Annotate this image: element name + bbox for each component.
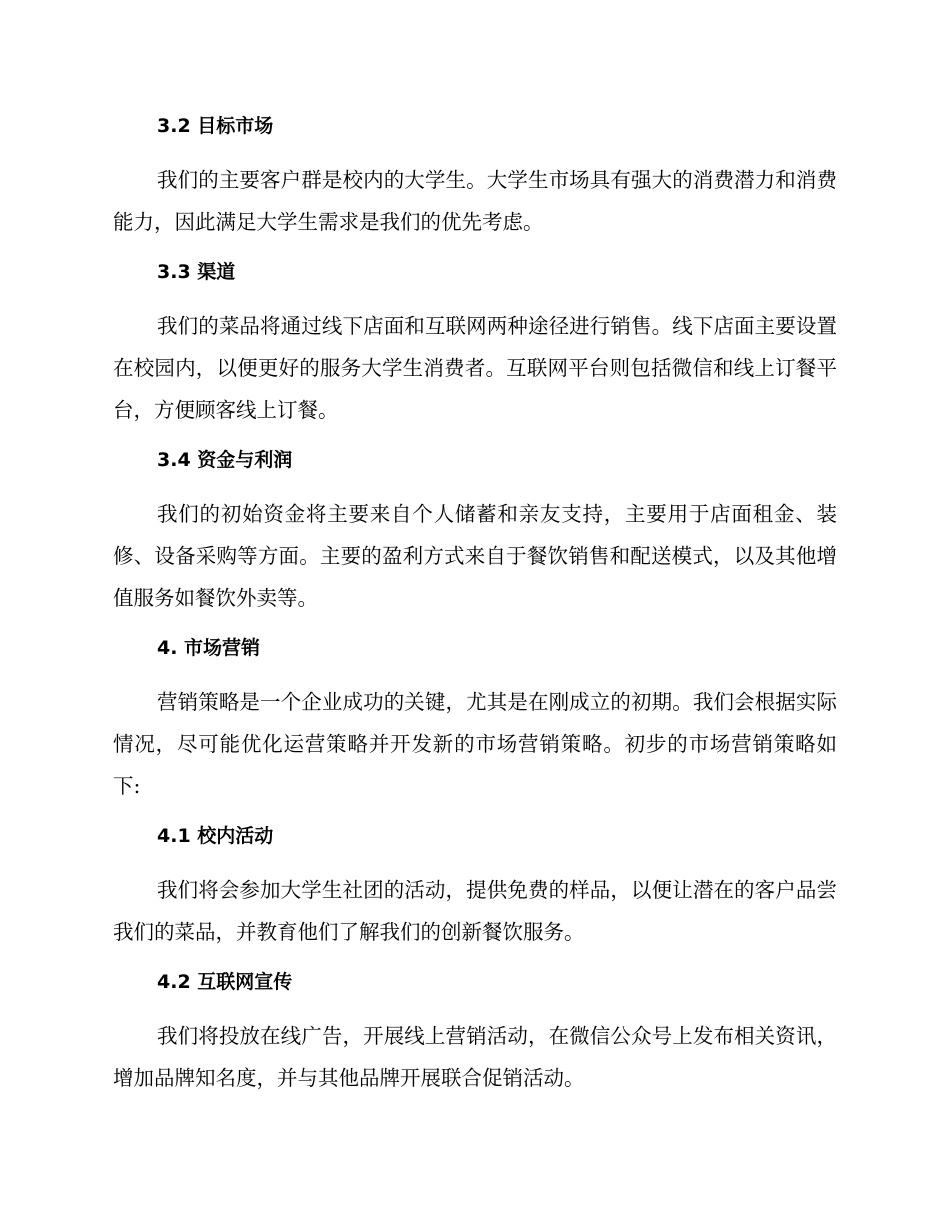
- section-paragraph-target-market: 我们的主要客户群是校内的大学生。大学生市场具有强大的消费潜力和消费能力，因此满足大学生需求是我们的优先考虑。: [113, 168, 837, 234]
- section-paragraph-marketing: 营销策略是一个企业成功的关键，尤其是在刚成立的初期。我们会根据实际情况，尽可能优化运营策略并开发新的市场营销策略。初步的市场营销策略如下:: [113, 690, 837, 798]
- section-paragraph-channels: 我们的菜品将通过线下店面和互联网两种途径进行销售。线下店面主要设置在校园内，以便更好的服务大学生消费者。互联网平台则包括微信和线上订餐平台，方便顾客线上订餐。: [113, 314, 837, 422]
- section-heading-internet-promotion: 4.2 互联网宣传: [157, 971, 293, 993]
- section-heading-funding-profit: 3.4 资金与利润: [157, 449, 293, 471]
- section-paragraph-campus-activities: 我们将会参加大学生社团的活动，提供免费的样品，以便让潜在的客户品尝我们的菜品，并教育他们了解我们的创新餐饮服务。: [113, 878, 837, 944]
- section-heading-target-market: 3.2 目标市场: [157, 115, 274, 137]
- section-heading-marketing: 4. 市场营销: [157, 637, 261, 659]
- section-paragraph-funding-profit: 我们的初始资金将主要来自个人储蓄和亲友支持，主要用于店面租金、装修、设备采购等方面。主要的盈利方式来自于餐饮销售和配送模式，以及其他增值服务如餐饮外卖等。: [113, 502, 837, 610]
- section-heading-channels: 3.3 渠道: [157, 261, 236, 283]
- section-heading-campus-activities: 4.1 校内活动: [157, 825, 274, 847]
- section-paragraph-internet-promotion: 我们将投放在线广告，开展线上营销活动，在微信公众号上发布相关资讯，增加品牌知名度，并与其他品牌开展联合促销活动。: [113, 1024, 837, 1090]
